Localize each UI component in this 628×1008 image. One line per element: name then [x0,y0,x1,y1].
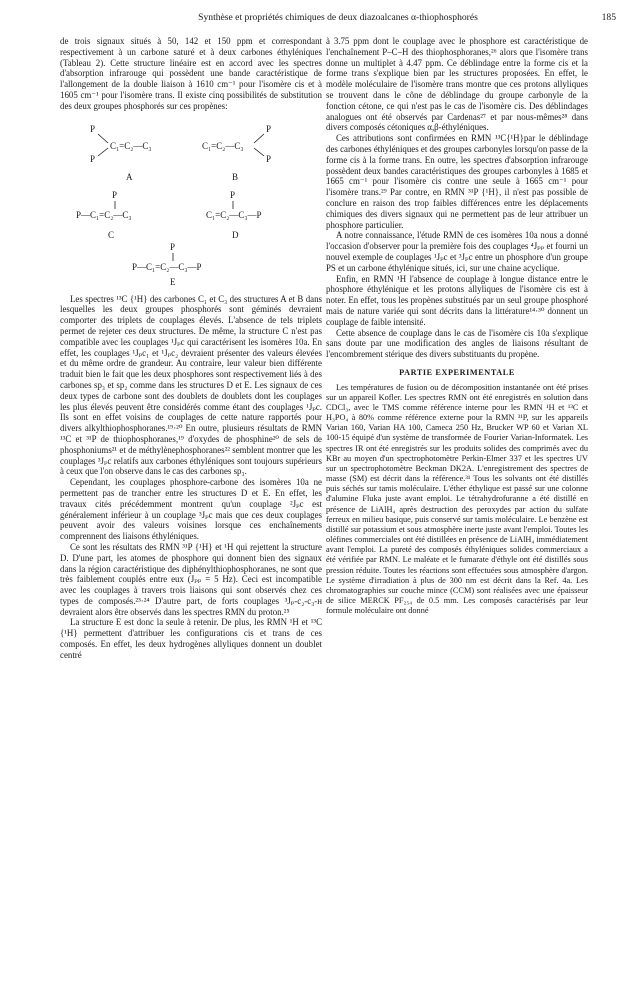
structure-e-chain: P—C₁=C₂—C₃—P [132,261,202,272]
paragraph: Ces attributions sont confirmées en RMN ¹³C{¹H}par le déblindage des carbones éthyléniques et des groupes carbonyles lorsqu'on passe de la forme cis à la forme trans. En outre, les spectres d'absorption infrarouge possèdent deux bandes caractéristiques des groupes carbonyles à 1685 et 1665 cm⁻¹ pour l'isomère cis contre une seule à 1665 cm⁻¹ pour l'isomère trans.²⁹ Par contre, en RMN ³¹P {¹H}, il n'est pas possible de conclure en raison des trop faibles différences entre les déplacements chimiques des divers signaux qui ne permettent pas de leur attribuer un phosphore particulier. [326,133,588,230]
paragraph: A notre connaissance, l'étude RMN de ces isomères 10a nous a donné l'occasion d'observer pour la première fois des couplages ⁴Jₚₚ et fourni un nouvel exemple de couplages ¹Jₚc et ³Jₚc entre un phosphore d'un groupe PS et un carbone éthylénique situés, ici, sur une chaine acyclique. [326,230,588,273]
structure-c-chain: P—C₁=C₂—C₃ [76,209,132,220]
structure-b-p-bottom: P [266,153,272,164]
structure-diagrams [60,118,322,288]
structure-a-p-top: P [90,123,96,134]
structure-b-label: B [232,171,239,182]
page-number: 185 [601,12,616,23]
structure-a-label: A [126,171,133,182]
running-head [60,12,616,28]
structure-d [206,190,262,240]
left-column [60,36,322,661]
structure-e-p-top: P [170,241,176,252]
paragraph: de trois signaux situés à 50, 142 et 150 ppm et correspondant respectivement à un carbone saturé et à deux carbones éthyléniques (Tableau 2). Cette structure linéaire est en accord avec les spectres d'absorption infrarouge qui possèdent une bande caractéristique de l'allongement de la double liaison à 1610 cm⁻¹ pour l'isomère cis et à 1605 cm⁻¹ pour l'isomère trans. Il existe cinq possibilités de substitution des deux groupes phosphorés sur ces propènes: [60,36,322,111]
paragraph: La structure E est donc la seule à retenir. De plus, les RMN ¹H et ¹³C {¹H} permettent d'attribuer les configurations cis et trans de ces composés. En effet, les deux hydrogènes allyliques donnent un doublet centré [60,617,322,660]
running-title: Synthèse et propriétés chimiques de deux diazoalcanes α-thiophosphorés [198,12,478,23]
structure-a-chain: C₁=C₂—C₃ [110,140,152,151]
structure-e [132,242,202,287]
structure-b-p-top: P [266,123,272,134]
paragraph: Les spectres ¹³C {¹H} des carbones C₁ et C₃ des structures A et B dans lesquelles les deux groupes phosphorés sont géminés devraient comporter des triplets de couplages élevés. L'absence de tels triplets permet de rejeter ces deux structures. De même, la structure C n'est pas compatible avec les couplages ¹Jₚc qui caractérisent les isomères 10a. En effet, les couplages ¹Jₚc₁ et ¹Jₚc₂ devraient présenter des valeurs élevées et du même ordre de grandeur. Au contraire, leur valeur bien différente traduit bien le fait que les deux phosphores sont respectivement liés à des carbones sp₃ et sp₂ comme dans les structures D et E. Les signaux de ces deux types de carbone sont des doublets de doublets dont les couplages les plus élevés peuvent être considérés comme étant des couplages ¹Jₚc. Ils sont en effet voisins de couplages de cette nature rapportés pour divers alkylthiophosphoranes.¹⁹·²⁰ En outre, plusieurs résultats de RMN ¹³C et ³¹P de thiophosphoranes,¹⁹ d'oxydes de phosphine²⁰ de sels de phosphoniums²¹ et de méthylènephosphoranes²² semblent montrer que les couplages ³Jₚc relatifs aux carbones éthyléniques sont toujours supérieurs à ceux que l'on observe dans le cas des carbones sp₃. [60,293,322,477]
structure-c [76,190,132,240]
structure-d-label: D [232,229,239,240]
paragraph: Cependant, les couplages phosphore-carbone des isomères 10a ne permettent pas de trancher entre les structures D et E. En effet, les travaux cités précédemment montrent qu'un couplage ²Jₚc est généralement inférieur à un couplage ³Jₚc mais que ces deux couplages peuvent avoir des valeurs voisines lorsque ces enchaînements comprennent des liaisons éthyléniques. [60,477,322,542]
paragraph: à 3.75 ppm dont le couplage avec le phosphore est caractéristique de l'enchaînement P–C–H des thiophosphoranes,²⁶ alors que l'isomère trans donne un multiplet à 4.47 ppm. Ce déblindage entre la forme cis et la forme trans s'explique bien par les structures proposées. En effet, le modèle moléculaire de l'isomère trans montre que ces protons allyliques se trouvent dans le cône de déblindage du groupe carbonyle de la fonction cétone, ce qui n'est pas le cas de l'isomère cis. Des déblindages analogues ont été observés par Cardenas²⁷ et par nous-mêmes²⁸ dans divers composés cétoniques α,β-éthyléniques. [326,36,588,133]
structure-a [90,124,152,182]
section-heading: PARTIE EXPERIMENTALE [399,367,515,377]
structure-b [202,124,271,182]
structures-svg [60,118,322,288]
structure-d-chain: C₁=C₂—C₃—P [206,209,262,220]
paragraph: Enfin, en RMN ¹H l'absence de couplage à longue distance entre le phosphore éthylénique et les protons allyliques de l'isomère cis est à noter. En effet, tous les propènes substitués par un seul groupe phosphoré mais de nature variée qui sont décrits dans la littérature¹⁴·³⁰ donnent un couplage de faible intensité. [326,273,588,327]
structure-a-p-bottom: P [90,153,96,164]
structure-b-chain: C₁=C₂—C₃ [202,140,244,151]
structure-e-label: E [170,276,176,287]
structure-c-label: C [108,229,115,240]
paragraph: Cette absence de couplage dans le cas de l'isomère cis 10a s'explique sans doute par une modification des angles de liaisons résultant de l'encombrement stérique des divers substituants du propène. [326,327,588,360]
paragraph: Les températures de fusion ou de décomposition instantanée ont été prises sur un appareil Kofler. Les spectres RMN ont été enregistrés en solution dans CDCl₃, avec le TMS comme référence interne pour les RMN ¹H et ¹³C et H₃PO₄ à 80% comme référence externe pour la RMN ³¹P, sur les appareils Varian 160, Varian HA 100, Cameca 250 Hz, Brucker WP 60 et Varian XL 100-15 équipé d'un système de transformée de Fourier Varian-Informatek. Les spectres IR ont été enregistrés sur les produits solides des comprimés avec du KBr au moyen d'un spectrophotomètre Perkin-Elmer 337 et les spectres UV sur un spectrophotomètre Beckman DK2A. L'enregistrement des spectres de masse (SM) est décrit dans la référence.³¹ Tous les solvants ont été distillés puis séchés sur tamis moléculaire. L'éther éthylique est passé sur une colonne d'alumine Fluka juste avant emploi. Le tétrahydrofuranne a été distillé en présence de LiAlH₄ après destruction des peroxydes par action du sulfate ferreux en milieu basique, puis conservé sur tamis moléculaire. Le benzène est distillé sur potassium et sous atmosphère inerte juste avant l'emploi. Toutes les oléfines commerciales ont été distillées en présence de LiAlH₄ immédiatement avant l'emploi. La pureté des composés éthyléniques solides commerciaux a été vérifiée par RMN. Le maléate et le fumarate d'éthyle ont été distillés sous pression réduite. Toutes les réactions sont effectuées sous atmosphère d'argon. Le système d'irradiation à plus de 300 nm est décrit dans la Ref. 4a. Les chromatographies sur couche mince (CCM) sont réalisées avec une épaisseur de silice MERCK PF₂₅₄ de 0.5 mm. Les composés caractérisés par leur formule moléculaire ont donné [326,382,588,616]
structure-c-p-top: P [112,189,118,200]
structure-d-p-top: P [230,189,236,200]
right-column [326,36,588,616]
paragraph: Ce sont les résultats des RMN ³¹P {¹H} et ¹H qui rejettent la structure D. D'une part, les atomes de phosphore qui donnent bien des signaux dans la région caractéristique des diphénylthiophosphoranes, ne sont que très faiblement couplés entre eux (Jₚₚ = 5 Hz). Ceci est incompatible avec les couplages à travers trois liaisons qui sont observés chez ces types de composés.²³·²⁴ D'autre part, de forts couplages ³Jₚ-c₂-c₃-н devraient alors être observés dans les spectres RMN du proton.²⁵ [60,541,322,617]
